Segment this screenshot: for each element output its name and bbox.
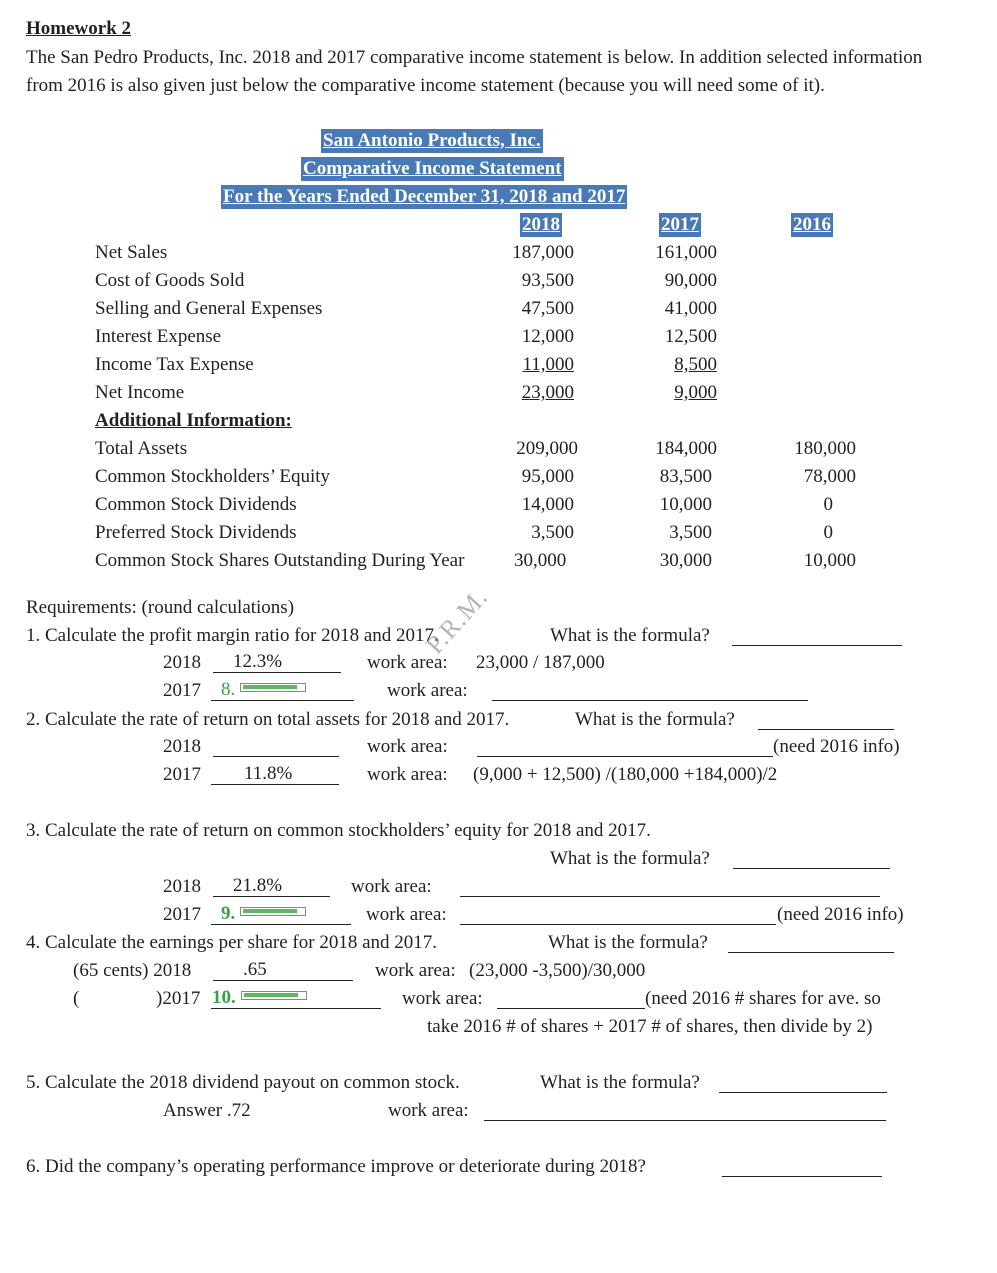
- formula-input[interactable]: [758, 711, 894, 730]
- row-value-2017: 10,000: [659, 494, 712, 515]
- q2-2018-label: 2018: [163, 736, 201, 757]
- row-label: Net Income: [95, 382, 185, 403]
- row-value-2017: 12,500: [664, 326, 717, 347]
- row-label: Income Tax Expense: [95, 354, 254, 375]
- row-value-2018: 11,000: [522, 354, 574, 375]
- q1-2017-answer: 8.: [221, 679, 236, 700]
- q3-2017-label: 2017: [163, 904, 201, 925]
- q4-2018-label: (65 cents) 2018: [73, 960, 192, 981]
- row-label: Selling and General Expenses: [95, 298, 323, 319]
- q4-2018-answer-field[interactable]: [213, 960, 353, 981]
- row-value-2018: 12,000: [521, 326, 574, 347]
- additional-info-title: Additional Information:: [95, 410, 292, 431]
- q3-2018-answer: 21.8%: [233, 875, 283, 896]
- formula-label: What is the formula?: [540, 1072, 700, 1093]
- q2-2017-work: (9,000 + 12,500) /(180,000 +184,000)/2: [473, 764, 778, 785]
- q4-note-line1: (need 2016 # shares for ave. so: [645, 988, 881, 1009]
- row-value-2018: 30,000: [514, 550, 567, 571]
- q1-2017-label: 2017: [163, 680, 201, 701]
- row-value-2018: 3,500: [531, 522, 574, 543]
- q4-note-line2: take 2016 # of shares + 2017 # of shares, then divide by 2): [427, 1016, 873, 1037]
- work-area-label: work area:: [388, 1100, 469, 1121]
- page-title: Homework 2: [26, 18, 132, 39]
- row-value-2017: 184,000: [655, 438, 717, 459]
- row-label: Cost of Goods Sold: [95, 270, 245, 291]
- row-label: Interest Expense: [95, 326, 222, 347]
- q1-2018-answer-field[interactable]: [213, 652, 341, 673]
- q4-2017-answer-field[interactable]: [211, 988, 381, 1009]
- work-area-input[interactable]: [492, 682, 808, 701]
- row-value-2016: 0: [823, 522, 833, 543]
- row-value-2017: 90,000: [664, 270, 717, 291]
- row-value-2017: 30,000: [659, 550, 712, 571]
- row-value-2016: 0: [823, 494, 833, 515]
- work-area-label: work area:: [351, 876, 432, 897]
- row-value-2018: 187,000: [512, 242, 574, 263]
- formula-input[interactable]: [719, 1074, 887, 1093]
- column-2016: 2016: [793, 214, 831, 235]
- question-3: 3. Calculate the rate of return on common stockholders’ equity for 2018 and 2017.: [26, 820, 651, 841]
- statement-name: Comparative Income Statement: [303, 158, 562, 179]
- work-area-label: work area:: [367, 736, 448, 757]
- work-area-label: work area:: [387, 680, 468, 701]
- q3-2018-label: 2018: [163, 876, 201, 897]
- intro-paragraph: The San Pedro Products, Inc. 2018 and 2017 comparative income statement is below. In addition selected information from 2016 is also given just below the comparative income statement (because you will need some of it).: [26, 47, 923, 96]
- row-value-2018: 95,000: [521, 466, 574, 487]
- row-value-2017: 41,000: [664, 298, 717, 319]
- work-area-label: work area:: [367, 764, 448, 785]
- row-value-2018: 47,500: [521, 298, 574, 319]
- work-area-input[interactable]: [460, 906, 776, 925]
- row-value-2016: 78,000: [803, 466, 856, 487]
- question-4: 4. Calculate the earnings per share for 2018 and 2017.: [26, 932, 438, 953]
- q3-2018-answer-field[interactable]: [213, 876, 330, 897]
- formula-label: What is the formula?: [575, 709, 735, 730]
- column-2017: 2017: [661, 214, 699, 235]
- formula-label: What is the formula?: [548, 932, 708, 953]
- question-1: 1. Calculate the profit margin ratio for 2018 and 2017.: [26, 625, 439, 646]
- row-value-2018: 93,500: [521, 270, 574, 291]
- formula-input[interactable]: [733, 850, 890, 869]
- row-value-2016: 180,000: [794, 438, 856, 459]
- question-6: 6. Did the company’s operating performance improve or deteriorate during 2018?: [26, 1156, 646, 1177]
- q3-2017-answer: 9.: [221, 903, 236, 924]
- statement-period: For the Years Ended December 31, 2018 and 2017: [223, 186, 626, 207]
- row-value-2017: 9,000: [674, 382, 717, 403]
- row-label: Preferred Stock Dividends: [95, 522, 297, 543]
- q1-2017-answer-field[interactable]: [211, 680, 354, 701]
- row-value-2016: 10,000: [803, 550, 856, 571]
- row-value-2017: 161,000: [655, 242, 717, 263]
- requirements-heading: Requirements: (round calculations): [26, 597, 295, 618]
- row-value-2018: 23,000: [521, 382, 574, 403]
- q4-2018-work: (23,000 -3,500)/30,000: [469, 960, 646, 981]
- work-area-input[interactable]: [484, 1102, 886, 1121]
- work-area-input[interactable]: [497, 990, 645, 1009]
- work-area-label: work area:: [375, 960, 456, 981]
- column-2018: 2018: [522, 214, 560, 235]
- row-label: Common Stock Shares Outstanding During Year: [95, 550, 465, 571]
- work-area-label: work area:: [402, 988, 483, 1009]
- statement-company: San Antonio Products, Inc.: [323, 130, 541, 151]
- row-value-2018: 14,000: [521, 494, 574, 515]
- q1-2018-label: 2018: [163, 652, 201, 673]
- q1-2018-work: 23,000 / 187,000: [476, 652, 605, 673]
- answer-box-icon[interactable]: [240, 907, 306, 916]
- q2-2018-answer-field[interactable]: [213, 738, 339, 757]
- row-label: Common Stock Dividends: [95, 494, 297, 515]
- row-value-2018: 209,000: [516, 438, 578, 459]
- work-area-input[interactable]: [460, 878, 880, 897]
- q2-note: (need 2016 info): [773, 736, 900, 757]
- q3-note: (need 2016 info): [777, 904, 904, 925]
- row-value-2017: 8,500: [674, 354, 717, 375]
- q3-2017-answer-field[interactable]: [211, 904, 351, 925]
- answer-box-icon[interactable]: [241, 991, 307, 1000]
- formula-label: What is the formula?: [550, 625, 710, 646]
- question-2: 2. Calculate the rate of return on total assets for 2018 and 2017.: [26, 709, 510, 730]
- formula-input[interactable]: [732, 627, 902, 646]
- work-area-label: work area:: [366, 904, 447, 925]
- q2-2017-answer: 11.8%: [244, 763, 293, 784]
- q4-paren: (: [73, 988, 80, 1009]
- row-label: Common Stockholders’ Equity: [95, 466, 331, 487]
- q2-2017-answer-field[interactable]: [211, 764, 339, 785]
- work-area-input[interactable]: [477, 738, 773, 757]
- row-value-2017: 83,500: [659, 466, 712, 487]
- row-label: Net Sales: [95, 242, 168, 263]
- question-5: 5. Calculate the 2018 dividend payout on common stock.: [26, 1072, 460, 1093]
- q4-2017-label: )2017: [156, 988, 201, 1009]
- answer-box-icon[interactable]: [240, 683, 306, 692]
- watermark: P.R.M.: [420, 582, 494, 660]
- q5-answer: Answer .72: [163, 1100, 251, 1121]
- work-area-label: work area:: [367, 652, 448, 673]
- row-value-2017: 3,500: [669, 522, 712, 543]
- q4-2018-answer: .65: [243, 959, 267, 980]
- q4-2017-answer: 10.: [212, 987, 236, 1008]
- formula-label: What is the formula?: [550, 848, 710, 869]
- q2-2017-label: 2017: [163, 764, 201, 785]
- row-label: Total Assets: [95, 438, 188, 459]
- formula-input[interactable]: [728, 934, 894, 953]
- q1-2018-answer: 12.3%: [233, 651, 283, 672]
- answer-input[interactable]: [722, 1158, 882, 1177]
